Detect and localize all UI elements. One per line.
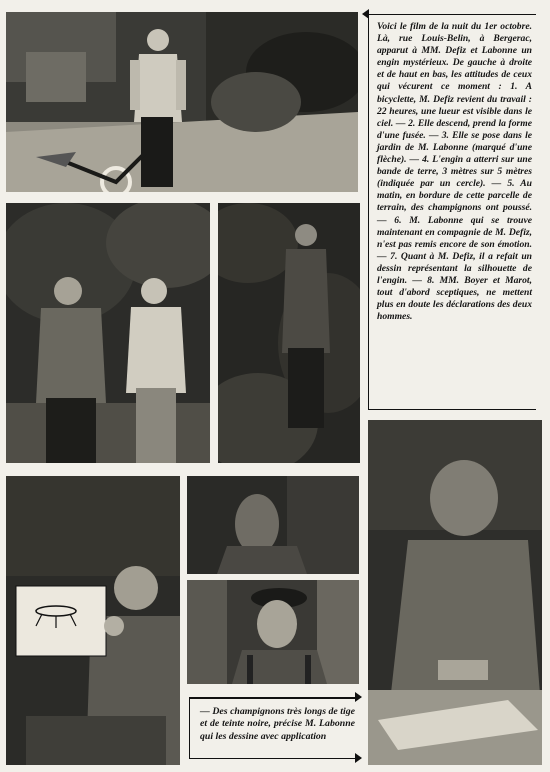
main-caption-text: Voici le film de la nuit du 1er octobre. Là, rue Louis-Belin, à Bergerac, apparut à MM. Defiz et Labonne un engin mystérieux. De gauche à droite et de haut en bas, les attitudes de ceux qui vécurent ce moment : 1. A bicyclette, M. Defiz revient du travail : 22 heures, une lueur est visible dans le ciel. — 2. Elle descend, prend la forme d'une fusée. — 3. Elle se pose dans le jardin de M. Labonne (marqué d'une flèche). — 4. L'engin a atterri sur une bande de terre, 3 mètres sur 5 mètres (indiquée par un cercle). — 5. Au matin, en bordure de cette parcelle de terrain, des champignons ont poussé. — 6. M. Labonne qui se trouve maintenant en compagnie de M. Defiz, n'est pas remis encore de son émotion. — 7. Quant à M. Defiz, il a refait un dessin représentant la silhouette de l'engin. — 8. MM. Boyer et Marot, tout d'abord sceptiques, ne mettent plus en doute les déclarations des deux hommes. [377, 21, 532, 323]
photo-man-holding-drawing [6, 476, 180, 765]
photo-man-in-foliage [218, 203, 360, 463]
bottom-caption-top-line [189, 697, 355, 699]
photo-man-with-bicycle [6, 12, 358, 192]
bottom-caption-arrow-icon [355, 692, 362, 702]
main-caption [368, 14, 536, 410]
bottom-caption-text: — Des champignons très longs de tige et de teinte noire, précise M. Labonne qui les dessine avec application [200, 706, 355, 742]
photo-two-men-in-garden [6, 203, 210, 463]
bottom-caption-arrow-icon-lower [355, 753, 362, 763]
bottom-caption [189, 697, 361, 759]
photo-man-profile [187, 476, 359, 574]
photo-man-with-cap [187, 580, 359, 684]
photo-man-drawing-seated [368, 420, 542, 765]
